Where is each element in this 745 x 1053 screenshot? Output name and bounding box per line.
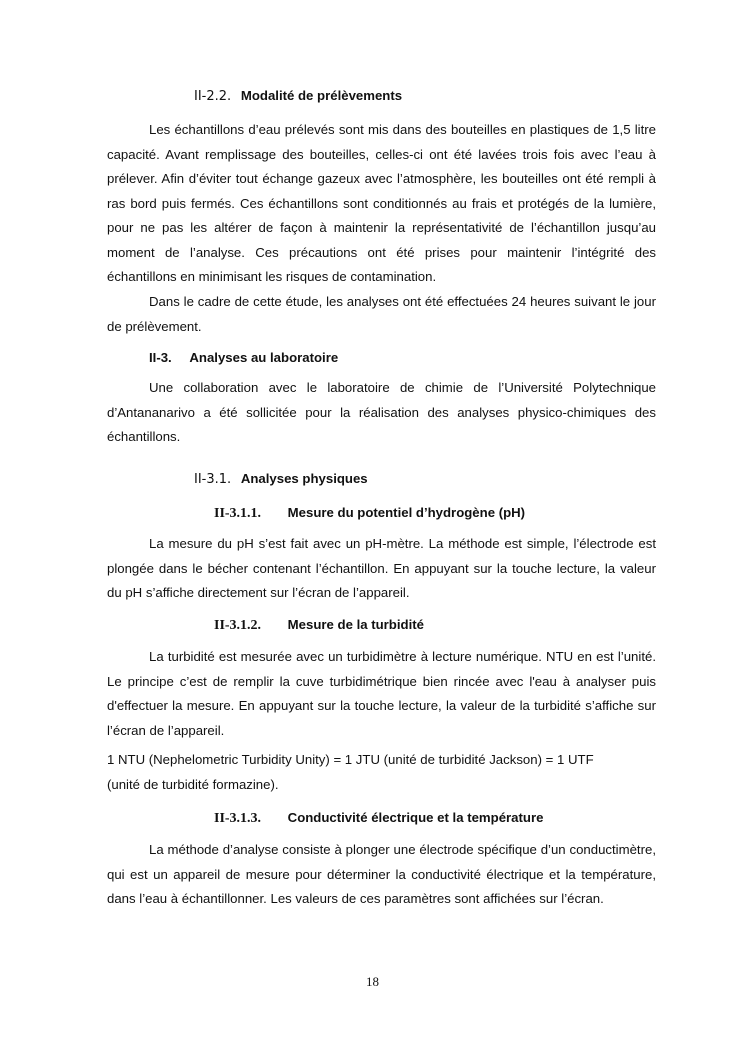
section-number: II-3. bbox=[149, 350, 172, 365]
section-title: Mesure de la turbidité bbox=[287, 617, 424, 632]
paragraph-prelevement-1: Les échantillons d’eau prélevés sont mis dans des bouteilles en plastiques de 1,5 litre capacité. Avant remplissage des bouteilles, celles-ci ont été lavées trois fois avec l’eau à prélever. Afin d’éviter tout échange gazeux avec l’atmosphère, les bouteilles ont été rempli à ras bord puis fermés. Ces échantillons sont conditionnés au frais et protégés de la lumière, pour ne pas les altérer de façon à maintenir la représentativité de l’échantillon jusqu’au moment de l’analyse. Ces précautions ont été prises pour maintenir l’intégrité des échantillons en minimisant les risques de contamination. bbox=[107, 122, 656, 284]
paragraph-turbidite: La turbidité est mesurée avec un turbidimètre à lecture numérique. NTU en est l’unité. Le principe c’est de remplir la cuve turbidimétrique bien rincée avec l'eau à analyser puis d'effectuer la mesure. En appuyant sur la touche lecture, la valeur de la turbidité s’affiche sur l’écran de l’appareil. bbox=[107, 649, 656, 738]
page-number: 18 bbox=[366, 974, 379, 989]
section-number: II-2.2. bbox=[194, 89, 232, 104]
heading-section-3-1-2 bbox=[214, 617, 424, 634]
heading-section-3-1 bbox=[194, 471, 368, 487]
section-title: Analyses au laboratoire bbox=[189, 350, 339, 365]
section-number: II-3.1.1. bbox=[214, 506, 262, 521]
section-number: II-3.1.2. bbox=[214, 618, 262, 633]
paragraph-ph: La mesure du pH s’est fait avec un pH-mètre. La méthode est simple, l’électrode est plongée dans le bécher contenant l’échantillon. En appuyant sur la touche lecture, la valeur du pH s’affiche directement sur l’écran de l’appareil. bbox=[107, 536, 656, 600]
section-title: Modalité de prélèvements bbox=[240, 88, 403, 103]
section-number: II-3.1.3. bbox=[214, 811, 262, 826]
heading-section-3 bbox=[149, 350, 338, 365]
note-unites bbox=[107, 748, 656, 797]
paragraph-prelevement-2: Dans le cadre de cette étude, les analyses ont été effectuées 24 heures suivant le jour de prélèvement. bbox=[107, 294, 656, 334]
note-unites-line-2: (unité de turbidité formazine). bbox=[107, 776, 279, 792]
heading-section-2-2 bbox=[194, 88, 402, 104]
section-title: Mesure du potentiel d’hydrogène (pH) bbox=[287, 505, 526, 520]
paragraph-conductivite: La méthode d’analyse consiste à plonger une électrode spécifique d’un conductimètre, qui est un appareil de mesure pour déterminer la conductivité électrique et la température, dans l’eau à échantillonner. Les valeurs de ces paramètres sont affichées sur l’écran. bbox=[107, 842, 656, 906]
heading-section-3-1-3 bbox=[214, 810, 543, 827]
heading-section-3-1-1 bbox=[214, 505, 525, 522]
note-unites-line-1: 1 NTU (Nephelometric Turbidity Unity) = 1 JTU (unité de turbidité Jackson) = 1 UTF bbox=[107, 752, 594, 767]
section-title: Analyses physiques bbox=[240, 471, 368, 486]
section-number: II-3.1. bbox=[194, 472, 232, 487]
paragraph-laboratoire: Une collaboration avec le laboratoire de chimie de l’Université Polytechnique d’Antananarivo a été sollicitée pour la réalisation des analyses physico-chimiques des échantillons. bbox=[107, 380, 656, 444]
section-title: Conductivité électrique et la température bbox=[287, 810, 544, 825]
